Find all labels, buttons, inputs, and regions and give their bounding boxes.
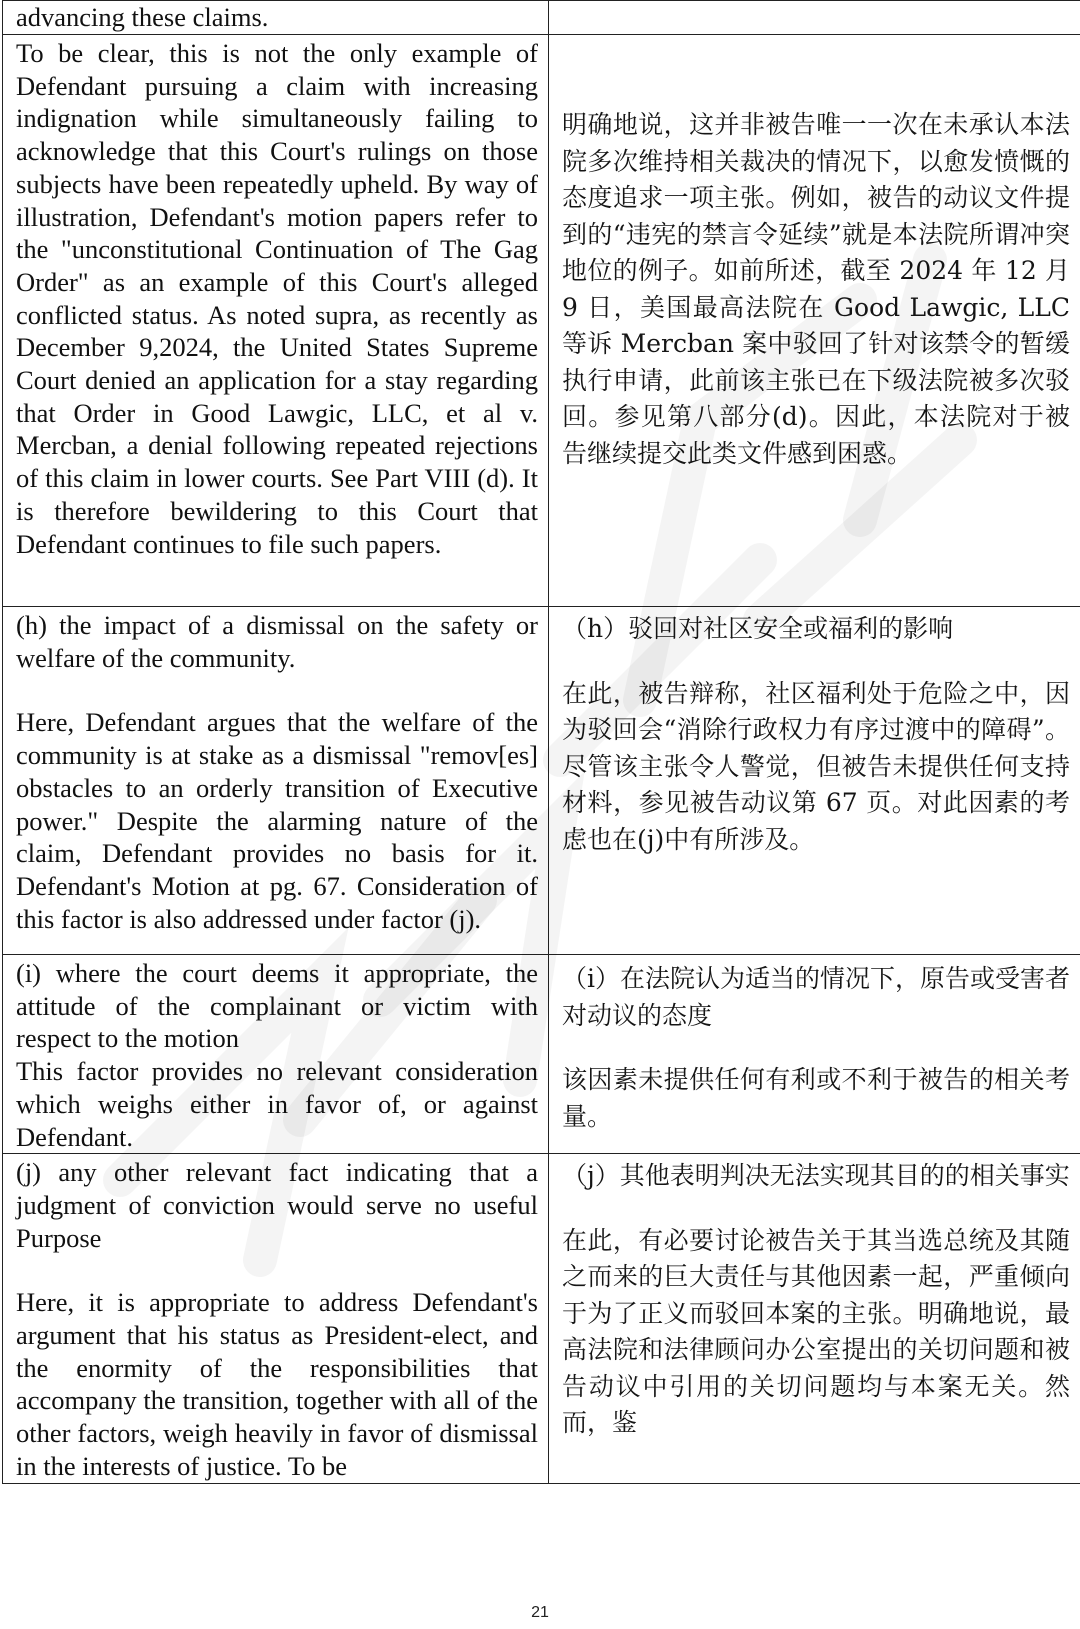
table-row bbox=[3, 955, 1080, 1154]
english-heading: (h) the impact of a dismissal on the safety or welfare of the community. bbox=[16, 610, 538, 673]
chinese-paragraph: 该因素未提供任何有利或不利于被告的相关考量。 bbox=[562, 1065, 1070, 1131]
table-row bbox=[3, 1, 1080, 35]
page-number: 21 bbox=[531, 1604, 549, 1621]
chinese-paragraph: 明确地说，这并非被告唯一一次在未承认本法院多次维持相关裁决的情况下，以愈发愤慨的态度追求一项主张。例如，被告的动议文件提到的“违宪的禁言令延续”就是本法院所谓冲突地位的例子。如前所述，截至 2024 年 12 月 9 日，美国最高法院在 Good Lawgic, LLC 等诉 Mercban 案中驳回了针对该禁令的暂缓执行申请，此前该主张已在下级法院被多次驳回。参见第八部分(d)。因此，本法院对于被告继续提交此类文件感到困惑。 bbox=[562, 110, 1070, 468]
chinese-paragraph: 在此，有必要讨论被告关于其当选总统及其随之而来的巨大责任与其他因素一起，严重倾向于为了正义而驳回本案的主张。明确地说，最高法院和法律顾问办公室提出的关切问题和被告动议中引用的关切问题均与本案无关。然而，鉴 bbox=[562, 1225, 1070, 1438]
bilingual-document-table bbox=[2, 0, 1080, 1484]
chinese-heading: （i）在法院认为适当的情况下，原告或受害者对动议的态度 bbox=[562, 964, 1070, 1030]
chinese-heading: （j）其他表明判决无法实现其目的的相关事实 bbox=[562, 1161, 1070, 1191]
english-cell bbox=[3, 607, 549, 955]
english-cell bbox=[3, 1154, 549, 1483]
chinese-paragraph: 在此，被告辩称，社区福利处于危险之中，因为驳回会“消除行政权力有序过渡中的障碍”。尽管该主张令人警觉，但被告未提供任何支持材料，参见被告动议第 67 页。对此因素的考虑也在(j)中有所涉及。 bbox=[562, 678, 1070, 854]
chinese-cell bbox=[549, 35, 1080, 607]
english-paragraph: This factor provides no relevant consideration which weighs either in favor of, or against Defendant. bbox=[16, 1056, 538, 1152]
table-row bbox=[3, 35, 1080, 607]
chinese-cell bbox=[549, 955, 1080, 1154]
chinese-cell bbox=[549, 607, 1080, 955]
table-row bbox=[3, 607, 1080, 955]
english-paragraph: To be clear, this is not the only example of Defendant pursuing a claim with increasing indignation while simultaneously failing to acknowledge that this Court's rulings on those subjects have been repeatedly upheld. By way of illustration, Defendant's motion papers refer to the "unconstitutional Continuation of The Gag Order" as an example of this Court's alleged conflicted status. As noted supra, as recently as December 9,2024, the United States Supreme Court denied an application for a stay regarding that Order in Good Lawgic, LLC, et al v. Mercban, a denial following repeated rejections of this claim in lower courts. See Part VIII (d). It is therefore bewildering to this Court that Defendant continues to file such papers. bbox=[16, 38, 538, 559]
table-row bbox=[3, 1154, 1080, 1483]
english-cell bbox=[3, 1, 549, 35]
english-heading: (i) where the court deems it appropriate, the attitude of the complainant or victim with respect to the motion bbox=[16, 958, 538, 1054]
english-paragraph: Here, Defendant argues that the welfare of the community is at stake as a dismissal "remov[es] obstacles to an orderly transition of Executive power." Despite the alarming nature of the claim, Defendant provides no basis for it. Defendant's Motion at pg. 67. Consideration of this factor is also addressed under factor (j). bbox=[16, 707, 538, 934]
english-paragraph: advancing these claims. bbox=[16, 2, 269, 32]
english-heading: (j) any other relevant fact indicating that a judgment of conviction would serve no useful Purpose bbox=[16, 1157, 538, 1253]
chinese-cell bbox=[549, 1154, 1080, 1483]
chinese-cell bbox=[549, 1, 1080, 35]
english-cell bbox=[3, 35, 549, 607]
english-paragraph: Here, it is appropriate to address Defendant's argument that his status as President-elect, and the enormity of the responsibilities that accompany the transition, together with all of the other factors, weigh heavily in favor of dismissal in the interests of justice. To be bbox=[16, 1287, 538, 1481]
english-cell bbox=[3, 955, 549, 1154]
chinese-heading: （h）驳回对社区安全或福利的影响 bbox=[562, 614, 954, 643]
